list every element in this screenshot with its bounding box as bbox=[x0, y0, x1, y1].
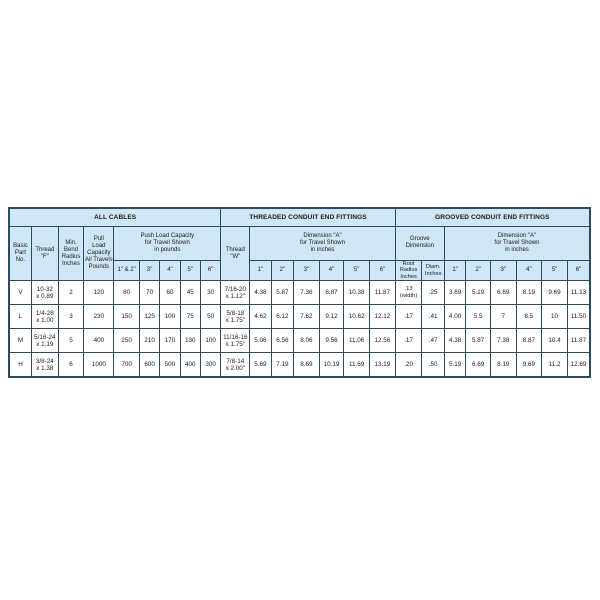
part-number-cell: M bbox=[9, 329, 31, 353]
push-load-cell: 130 bbox=[180, 329, 200, 353]
thread-w-cell: 7/8-14 x 2.00" bbox=[221, 353, 250, 378]
min-bend-cell: 5 bbox=[58, 329, 84, 353]
table-row bbox=[9, 305, 590, 329]
table-row bbox=[9, 353, 590, 378]
grooved-dim-cell: 11.50 bbox=[567, 305, 590, 329]
threaded-unit-2: 2" bbox=[271, 261, 293, 281]
threaded-dim-cell: 5.06 bbox=[250, 329, 271, 353]
push-load-cell: 125 bbox=[139, 305, 159, 329]
min-bend-cell: 6 bbox=[58, 353, 84, 378]
threaded-unit-6: 6" bbox=[370, 261, 396, 281]
grooved-dim-cell: 3.69 bbox=[444, 281, 465, 305]
grooved-dim-cell: 7 bbox=[490, 305, 516, 329]
grooved-dim-cell: 11.87 bbox=[567, 329, 590, 353]
push-load-cell: 80 bbox=[114, 281, 140, 305]
push-load-cell: 170 bbox=[160, 329, 180, 353]
root-radius-cell: .13 (width) bbox=[395, 281, 422, 305]
push-unit-3: 4" bbox=[160, 261, 180, 281]
threaded-dim-cell: 8.87 bbox=[319, 281, 344, 305]
grooved-unit-2: 2" bbox=[466, 261, 491, 281]
grooved-dim-cell: 10 bbox=[542, 305, 568, 329]
push-load-cell: 75 bbox=[180, 305, 200, 329]
header-min-bend: Min. Bend Radius Inches bbox=[58, 227, 84, 281]
cable-spec-table bbox=[8, 207, 591, 378]
min-bend-cell: 3 bbox=[58, 305, 84, 329]
diam-cell: .25 bbox=[422, 281, 444, 305]
push-load-cell: 700 bbox=[114, 353, 140, 378]
header-thread-f: Thread "F" bbox=[31, 227, 58, 281]
grooved-dim-cell: 9.69 bbox=[516, 353, 542, 378]
push-load-cell: 60 bbox=[160, 281, 180, 305]
section-all-cables: ALL CABLES bbox=[9, 208, 221, 227]
part-number-cell: H bbox=[9, 353, 31, 378]
diam-cell: .47 bbox=[422, 329, 444, 353]
grooved-dim-cell: 4.38 bbox=[444, 329, 465, 353]
threaded-unit-3: 3" bbox=[294, 261, 320, 281]
push-load-cell: 100 bbox=[200, 329, 220, 353]
header-basic-part: Basic Part No. bbox=[9, 227, 31, 281]
push-load-cell: 600 bbox=[139, 353, 159, 378]
header-groove-dimension bbox=[395, 227, 444, 261]
threaded-dim-cell: 5.87 bbox=[271, 281, 293, 305]
threaded-unit-5: 5" bbox=[344, 261, 370, 281]
threaded-dim-cell: 11.06 bbox=[344, 329, 370, 353]
pull-load-cell: 230 bbox=[84, 305, 114, 329]
header-diam: Diam. Inches bbox=[422, 261, 444, 281]
grooved-unit-1: 1" bbox=[444, 261, 465, 281]
push-unit-1: 1" & 2" bbox=[114, 261, 140, 281]
min-bend-cell: 2 bbox=[58, 281, 84, 305]
push-unit-5: 6" bbox=[200, 261, 220, 281]
push-unit-2: 3" bbox=[139, 261, 159, 281]
grooved-dim-cell: 11.2 bbox=[542, 353, 568, 378]
grooved-dim-cell: 8.5 bbox=[516, 305, 542, 329]
grooved-dim-cell: 8.19 bbox=[516, 281, 542, 305]
header-root-radius: Root Radius Inches bbox=[395, 261, 422, 281]
thread-f-cell: 1/4-28 x 1.00 bbox=[31, 305, 58, 329]
push-load-cell: 50 bbox=[200, 305, 220, 329]
grooved-dim-cell: 11.13 bbox=[567, 281, 590, 305]
table-row bbox=[9, 281, 590, 305]
thread-w-cell: 11/16-16 x 1.75" bbox=[221, 329, 250, 353]
part-number-cell: L bbox=[9, 305, 31, 329]
threaded-dim-cell: 12.12 bbox=[370, 305, 396, 329]
thread-w-cell: 5/8-18 x 1.75" bbox=[221, 305, 250, 329]
threaded-dim-cell: 11.87 bbox=[370, 281, 396, 305]
threaded-dim-cell: 5.69 bbox=[250, 353, 271, 378]
thread-f-cell: 3/8-24 x 1.38 bbox=[31, 353, 58, 378]
threaded-dim-cell: 6.56 bbox=[271, 329, 293, 353]
header-dim-a-grooved: Dimension "A" for Travel Shown in inches bbox=[444, 227, 590, 261]
push-load-cell: 45 bbox=[180, 281, 200, 305]
root-radius-cell: .17 bbox=[395, 329, 422, 353]
grooved-unit-6: 6" bbox=[567, 261, 590, 281]
threaded-dim-cell: 12.56 bbox=[370, 329, 396, 353]
grooved-dim-cell: 10.4 bbox=[542, 329, 568, 353]
grooved-dim-cell: 6.69 bbox=[490, 281, 516, 305]
grooved-unit-3: 3" bbox=[490, 261, 516, 281]
section-grooved-fittings: GROOVED CONDUIT END FITTINGS bbox=[395, 208, 590, 227]
threaded-dim-cell: 7.36 bbox=[294, 281, 320, 305]
push-load-cell: 150 bbox=[114, 305, 140, 329]
spec-rows bbox=[9, 281, 590, 378]
threaded-unit-4: 4" bbox=[319, 261, 344, 281]
header-pull-load: Pull Load Capacity All Travels Pounds bbox=[84, 227, 114, 281]
threaded-dim-cell: 7.19 bbox=[271, 353, 293, 378]
push-load-cell: 300 bbox=[200, 353, 220, 378]
grooved-dim-cell: 9.69 bbox=[542, 281, 568, 305]
push-load-cell: 400 bbox=[180, 353, 200, 378]
threaded-dim-cell: 8.69 bbox=[294, 353, 320, 378]
section-threaded-fittings: THREADED CONDUIT END FITTINGS bbox=[221, 208, 395, 227]
thread-f-cell: 5/16-24 x 1.19 bbox=[31, 329, 58, 353]
grooved-dim-cell: 7.38 bbox=[490, 329, 516, 353]
push-load-cell: 70 bbox=[139, 281, 159, 305]
threaded-dim-cell: 10.19 bbox=[319, 353, 344, 378]
grooved-dim-cell: 4.00 bbox=[444, 305, 465, 329]
threaded-dim-cell: 8.06 bbox=[294, 329, 320, 353]
header-dim-a-threaded: Dimension "A" for Travel Shown in inches bbox=[250, 227, 395, 261]
diam-cell: .50 bbox=[422, 353, 444, 378]
header-thread-w: Thread "W" bbox=[221, 227, 250, 281]
grooved-dim-cell: 5.19 bbox=[444, 353, 465, 378]
header-push-load: Push Load Capacity for Travel Shown in pounds bbox=[114, 227, 221, 261]
threaded-dim-cell: 4.38 bbox=[250, 281, 271, 305]
groove-dimension-label: Groove Dimension bbox=[405, 235, 434, 249]
threaded-dim-cell: 6.12 bbox=[271, 305, 293, 329]
grooved-dim-cell: 5.5 bbox=[466, 305, 491, 329]
part-number-cell: V bbox=[9, 281, 31, 305]
threaded-dim-cell: 4.62 bbox=[250, 305, 271, 329]
root-radius-cell: .17 bbox=[395, 305, 422, 329]
threaded-dim-cell: 10.62 bbox=[344, 305, 370, 329]
grooved-unit-4: 4" bbox=[516, 261, 542, 281]
thread-w-cell: 7/16-20 x 1.12" bbox=[221, 281, 250, 305]
pull-load-cell: 1000 bbox=[84, 353, 114, 378]
grooved-dim-cell: 5.19 bbox=[466, 281, 491, 305]
grooved-dim-cell: 8.19 bbox=[490, 353, 516, 378]
push-load-cell: 210 bbox=[139, 329, 159, 353]
root-radius-cell: .20 bbox=[395, 353, 422, 378]
pull-load-cell: 400 bbox=[84, 329, 114, 353]
grooved-unit-5: 5" bbox=[542, 261, 568, 281]
grooved-dim-cell: 12.69 bbox=[567, 353, 590, 378]
push-unit-4: 5" bbox=[180, 261, 200, 281]
threaded-dim-cell: 10.38 bbox=[344, 281, 370, 305]
threaded-unit-1: 1" bbox=[250, 261, 271, 281]
grooved-dim-cell: 8.87 bbox=[516, 329, 542, 353]
push-load-cell: 100 bbox=[160, 305, 180, 329]
pull-load-cell: 120 bbox=[84, 281, 114, 305]
push-load-cell: 30 bbox=[200, 281, 220, 305]
grooved-dim-cell: 6.69 bbox=[466, 353, 491, 378]
threaded-dim-cell: 11.69 bbox=[344, 353, 370, 378]
push-load-cell: 500 bbox=[160, 353, 180, 378]
grooved-dim-cell: 5.87 bbox=[466, 329, 491, 353]
threaded-dim-cell: 9.12 bbox=[319, 305, 344, 329]
table-row bbox=[9, 329, 590, 353]
cable-spec-table-container bbox=[8, 207, 591, 378]
threaded-dim-cell: 13.19 bbox=[370, 353, 396, 378]
threaded-dim-cell: 7.62 bbox=[294, 305, 320, 329]
diam-cell: .41 bbox=[422, 305, 444, 329]
threaded-dim-cell: 9.56 bbox=[319, 329, 344, 353]
thread-f-cell: 10-32 x 0.89 bbox=[31, 281, 58, 305]
push-load-cell: 250 bbox=[114, 329, 140, 353]
